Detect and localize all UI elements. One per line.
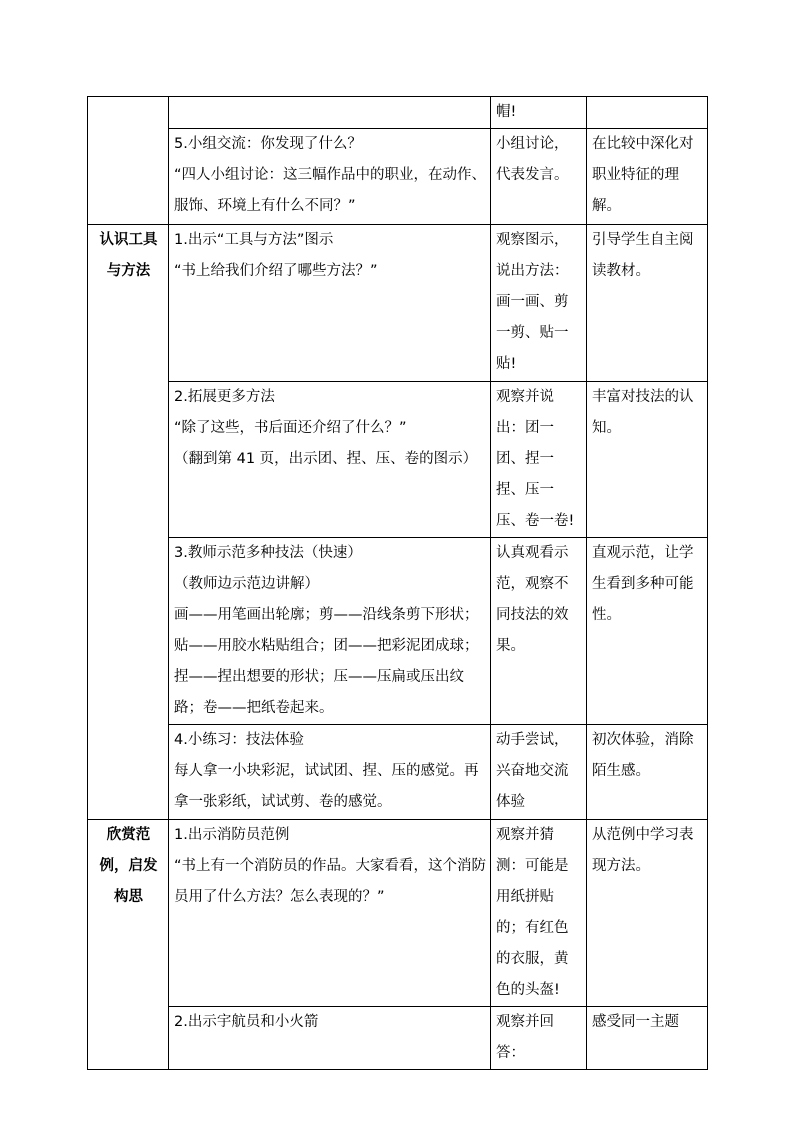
- student-cell: [491, 225, 587, 382]
- student-cell: [491, 129, 587, 225]
- table-row: [88, 129, 708, 225]
- stage-cell: 认识工具与方法: [88, 225, 169, 820]
- table-row: [88, 725, 708, 820]
- lesson-plan-table: [87, 96, 708, 1070]
- student-text: 动手尝试，兴奋地交流体验: [496, 732, 569, 810]
- purpose-cell: [587, 129, 708, 225]
- student-text: 观察并回答：: [496, 1014, 554, 1061]
- activity-text: “除了这些，书后面还介绍了什么？”: [174, 420, 407, 436]
- purpose-text: 初次体验，消除陌生感。: [592, 732, 694, 779]
- activity-heading: 3.教师示范多种技法（快速）: [174, 545, 362, 561]
- table-row: [88, 382, 708, 538]
- activity-text: “书上有一个消防员的作品。大家看看，这个消防员用了什么方法？怎么表现的？”: [174, 858, 487, 905]
- activity-cell: [169, 1007, 491, 1070]
- activity-text: “四人小组讨论：这三幅作品中的职业，在动作、服饰、环境上有什么不同？”: [174, 167, 487, 214]
- purpose-cell: [587, 1007, 708, 1070]
- student-cell: [491, 725, 587, 820]
- student-cell: [491, 382, 587, 538]
- student-cell: [491, 97, 587, 129]
- activity-cell: [169, 97, 491, 129]
- student-text: 观察并猜测：可能是用纸拼贴的；有红色的衣服，黄色的头盔!: [496, 827, 569, 998]
- activity-text: （教师边示范边讲解）: [174, 576, 319, 592]
- activity-cell: [169, 225, 491, 382]
- activity-heading: 1.出示消防员范例: [174, 827, 290, 843]
- purpose-cell: [587, 820, 708, 1007]
- activity-cell: [169, 129, 491, 225]
- student-text: 认真观看示范，观察不同技法的效果。: [496, 545, 569, 654]
- student-text: 帽!: [496, 104, 517, 120]
- table-row: [88, 1007, 708, 1070]
- table-row: [88, 97, 708, 129]
- table-row: [88, 820, 708, 1007]
- activity-heading: 2.出示宇航员和小火箭: [174, 1014, 319, 1030]
- activity-cell: [169, 382, 491, 538]
- purpose-text: 感受同一主题: [592, 1014, 679, 1030]
- activity-text: 每人拿一小块彩泥，试试团、捏、压的感觉。再拿一张彩纸，试试剪、卷的感觉。: [174, 763, 479, 810]
- purpose-text: 直观示范，让学生看到多种可能性。: [592, 545, 694, 623]
- purpose-cell: [587, 725, 708, 820]
- student-text: 观察并说出：团一团、捏一捏、压一压、卷一卷!: [496, 389, 575, 529]
- activity-heading: 2.拓展更多方法: [174, 389, 275, 405]
- purpose-cell: [587, 97, 708, 129]
- student-cell: [491, 820, 587, 1007]
- activity-text: 画——用笔画出轮廓；剪——沿线条剪下形状；贴——用胶水粘贴组合；团——把彩泥团成球；捏——捏出想要的形状；压——压扁或压出纹路；卷——把纸卷起来。: [174, 607, 479, 716]
- stage-cell: 欣赏范例，启发构思: [88, 820, 169, 1070]
- activity-text: “书上给我们介绍了哪些方法？”: [174, 263, 378, 279]
- activity-heading: 4.小练习：技法体验: [174, 732, 304, 748]
- activity-text: （翻到第 41 页，出示团、捏、压、卷的图示）: [174, 451, 478, 467]
- purpose-cell: [587, 538, 708, 725]
- purpose-cell: [587, 225, 708, 382]
- student-text: 小组讨论，代表发言。: [496, 136, 569, 183]
- activity-cell: [169, 538, 491, 725]
- purpose-text: 从范例中学习表现方法。: [592, 827, 694, 874]
- student-cell: [491, 538, 587, 725]
- table-row: [88, 225, 708, 382]
- activity-heading: 1.出示“工具与方法”图示: [174, 232, 334, 248]
- purpose-cell: [587, 382, 708, 538]
- student-text: 观察图示，说出方法：画一画、剪一剪、贴一贴!: [496, 232, 569, 372]
- purpose-text: 丰富对技法的认知。: [592, 389, 694, 436]
- activity-cell: [169, 820, 491, 1007]
- purpose-text: 引导学生自主阅读教材。: [592, 232, 694, 279]
- stage-cell: [88, 97, 169, 225]
- activity-heading: 5.小组交流：你发现了什么？: [174, 136, 362, 152]
- student-cell: [491, 1007, 587, 1070]
- purpose-text: 在比较中深化对职业特征的理解。: [592, 136, 694, 214]
- table-row: [88, 538, 708, 725]
- activity-cell: [169, 725, 491, 820]
